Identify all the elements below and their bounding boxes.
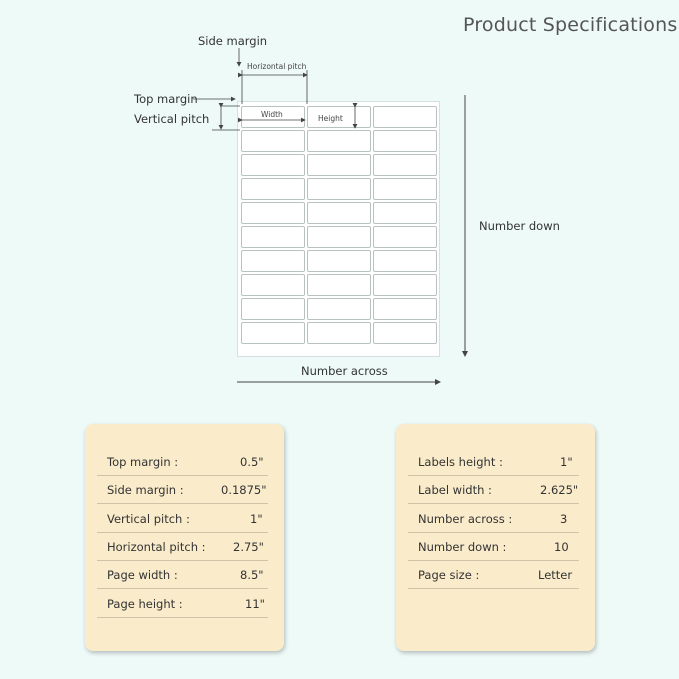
spec-row <box>408 533 579 561</box>
spec-value: 1" <box>250 511 263 526</box>
spec-value: 10 <box>554 539 569 554</box>
spec-value: 0.1875" <box>221 483 267 498</box>
margins-spec-card <box>85 424 284 651</box>
spec-label: Labels height : <box>418 455 503 469</box>
spec-label: Top margin : <box>107 455 179 469</box>
top-margin-label: Top margin <box>134 92 198 106</box>
spec-row <box>97 590 268 618</box>
width-label: Width <box>261 110 283 119</box>
spec-value: 0.5" <box>240 455 264 469</box>
number-across-label: Number across <box>301 364 388 378</box>
spec-value: 2.75" <box>233 539 264 554</box>
spec-row <box>408 561 579 589</box>
spec-label: Label width : <box>418 483 492 498</box>
spec-value: 11" <box>245 596 265 611</box>
spec-row <box>97 448 268 476</box>
spec-row <box>97 505 268 533</box>
side-margin-label: Side margin <box>198 34 268 48</box>
height-label: Height <box>318 114 343 123</box>
spec-label: Side margin : <box>107 483 184 498</box>
label-spec-card <box>396 424 595 651</box>
number-down-label: Number down <box>479 219 560 233</box>
vertical-pitch-label: Vertical pitch <box>134 112 210 126</box>
spec-value: 3 <box>560 511 568 526</box>
spec-value: 2.625" <box>540 483 579 498</box>
spec-label: Number across : <box>418 511 513 526</box>
spec-row <box>408 476 579 504</box>
spec-label: Number down : <box>418 539 507 554</box>
spec-row <box>97 533 268 561</box>
spec-label: Page width : <box>107 568 178 583</box>
spec-value: 8.5" <box>240 568 264 583</box>
spec-label: Page height : <box>107 596 183 611</box>
spec-value: 1" <box>560 455 573 469</box>
spec-row <box>408 448 579 476</box>
page-title: Product Specifications <box>463 14 678 36</box>
spec-row <box>97 561 268 589</box>
horizontal-pitch-label: Horizontal pitch <box>247 62 307 71</box>
spec-label: Horizontal pitch : <box>107 539 206 554</box>
spec-value: Letter <box>538 568 573 583</box>
spec-label: Page size : <box>418 568 480 583</box>
spec-row <box>408 505 579 533</box>
spec-label: Vertical pitch : <box>107 511 190 526</box>
spec-row <box>97 476 268 504</box>
